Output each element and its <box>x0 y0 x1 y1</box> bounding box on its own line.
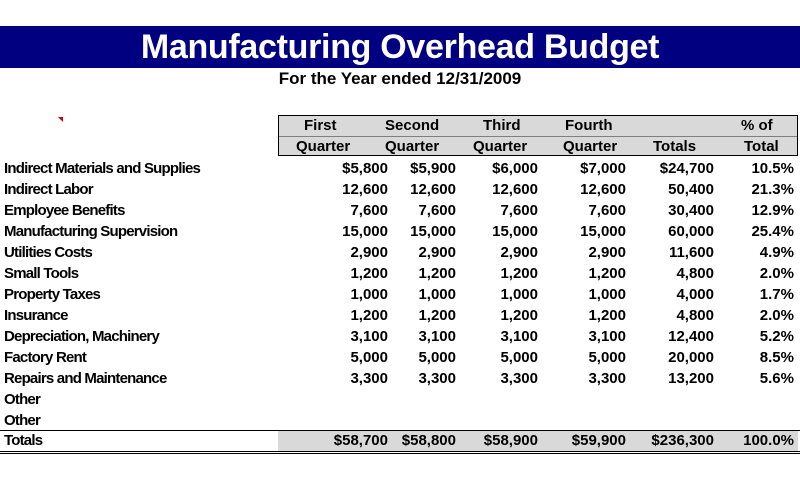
cell-q3: 5,000 <box>500 349 538 366</box>
table-row <box>0 200 800 221</box>
cell-q2: 1,200 <box>418 265 456 282</box>
row-label: Employee Benefits <box>4 202 125 219</box>
cell-q1: 1,200 <box>350 265 388 282</box>
col-header-q1-bottom: Quarter <box>296 138 351 155</box>
totals-bottom-border <box>0 451 800 452</box>
row-label: Manufacturing Supervision <box>4 223 178 240</box>
cell-q2: 15,000 <box>410 223 456 240</box>
cell-q4: 2,900 <box>588 244 626 261</box>
table-row <box>0 389 800 410</box>
cell-q3: 3,100 <box>500 328 538 345</box>
cell-pct: 8.5% <box>759 349 794 366</box>
cell-q1: 12,600 <box>342 181 388 198</box>
cell-q2: 1,000 <box>418 286 456 303</box>
row-label: Indirect Labor <box>4 181 93 198</box>
cell-q1: 15,000 <box>342 223 388 240</box>
page-title: Manufacturing Overhead Budget <box>0 26 800 68</box>
row-label: Other <box>4 412 41 429</box>
table-row <box>0 347 800 368</box>
cell-q4: 1,200 <box>588 307 626 324</box>
cell-q4: 1,200 <box>588 265 626 282</box>
cell-q2: 5,000 <box>418 349 456 366</box>
col-header-pct-bottom: Total <box>744 138 779 155</box>
cell-q2: 3,300 <box>418 370 456 387</box>
table-row <box>0 326 800 347</box>
cell-pct: 12.9% <box>751 202 794 219</box>
cell-total: 13,200 <box>668 370 714 387</box>
cell-q2: 12,600 <box>410 181 456 198</box>
cell-pct: 10.5% <box>751 160 794 177</box>
row-label: Repairs and Maintenance <box>4 370 167 387</box>
col-header-q3-top: Third <box>483 117 521 134</box>
row-label: Utilities Costs <box>4 244 93 261</box>
col-header-q4-top: Fourth <box>565 117 613 134</box>
table-row <box>0 179 800 200</box>
cell-q1: $5,800 <box>342 160 388 177</box>
cell-total: 60,000 <box>668 223 714 240</box>
row-label: Property Taxes <box>4 286 101 303</box>
cell-pct: 2.0% <box>759 307 794 324</box>
row-label: Factory Rent <box>4 349 87 366</box>
header-divider <box>279 136 797 137</box>
cell-q2: 7,600 <box>418 202 456 219</box>
cell-q4: 15,000 <box>580 223 626 240</box>
cell-q4: 1,000 <box>588 286 626 303</box>
cell-pct: 1.7% <box>759 286 794 303</box>
cell-q1: 3,100 <box>350 328 388 345</box>
totals-q4: $59,900 <box>571 432 626 449</box>
cell-q3: 3,300 <box>500 370 538 387</box>
col-header-q3-bottom: Quarter <box>473 138 528 155</box>
cell-q1: 7,600 <box>350 202 388 219</box>
totals-q2: $58,800 <box>401 432 456 449</box>
table-row <box>0 284 800 305</box>
cell-total: 4,800 <box>676 307 714 324</box>
totals-q1: $58,700 <box>333 432 388 449</box>
cell-q4: 3,100 <box>588 328 626 345</box>
row-label: Insurance <box>4 307 68 324</box>
column-header-band <box>278 115 798 156</box>
cell-q4: $7,000 <box>580 160 626 177</box>
totals-double-border <box>0 453 800 454</box>
row-label: Depreciation, Machinery <box>4 328 159 345</box>
cell-q1: 2,900 <box>350 244 388 261</box>
table-row <box>0 158 800 179</box>
cell-q3: 15,000 <box>492 223 538 240</box>
cell-q2: 3,100 <box>418 328 456 345</box>
row-label: Small Tools <box>4 265 79 282</box>
cell-q2: 2,900 <box>418 244 456 261</box>
cell-total: $24,700 <box>659 160 714 177</box>
totals-pct: 100.0% <box>743 432 794 449</box>
cell-q2: 1,200 <box>418 307 456 324</box>
cell-q4: 5,000 <box>588 349 626 366</box>
cell-q3: 2,900 <box>500 244 538 261</box>
totals-label: Totals <box>4 432 43 449</box>
col-header-q2-bottom: Quarter <box>385 138 440 155</box>
table-row <box>0 305 800 326</box>
cell-q3: 12,600 <box>492 181 538 198</box>
cell-q4: 7,600 <box>588 202 626 219</box>
cell-q1: 1,000 <box>350 286 388 303</box>
row-label: Indirect Materials and Supplies <box>4 160 201 177</box>
row-label: Other <box>4 391 41 408</box>
cell-q4: 12,600 <box>580 181 626 198</box>
cell-total: 12,400 <box>668 328 714 345</box>
cell-pct: 2.0% <box>759 265 794 282</box>
cell-total: 4,000 <box>676 286 714 303</box>
col-header-q4-bottom: Quarter <box>563 138 618 155</box>
cell-total: 20,000 <box>668 349 714 366</box>
table-row <box>0 368 800 389</box>
cell-pct: 25.4% <box>751 223 794 240</box>
cell-pct: 5.6% <box>759 370 794 387</box>
cell-q3: $6,000 <box>492 160 538 177</box>
col-header-q2-top: Second <box>385 117 440 134</box>
table-row <box>0 263 800 284</box>
table-row <box>0 221 800 242</box>
totals-total: $236,300 <box>651 432 714 449</box>
cell-q3: 1,200 <box>500 307 538 324</box>
cell-q1: 5,000 <box>350 349 388 366</box>
col-header-q1-top: First <box>304 117 337 134</box>
cell-total: 11,600 <box>668 244 714 261</box>
cell-q3: 1,000 <box>500 286 538 303</box>
page-subtitle: For the Year ended 12/31/2009 <box>278 69 522 88</box>
table-row <box>0 242 800 263</box>
cell-pct: 4.9% <box>759 244 794 261</box>
cell-q2: $5,900 <box>410 160 456 177</box>
col-header-totals-bottom: Totals <box>653 138 697 155</box>
cell-total: 50,400 <box>668 181 714 198</box>
cell-pct: 21.3% <box>751 181 794 198</box>
totals-q3: $58,900 <box>483 432 538 449</box>
cell-q3: 1,200 <box>500 265 538 282</box>
col-header-pct-top: % of <box>741 117 773 134</box>
cell-total: 4,800 <box>676 265 714 282</box>
cell-q4: 3,300 <box>588 370 626 387</box>
cell-pct: 5.2% <box>759 328 794 345</box>
table-row <box>0 410 800 431</box>
comment-indicator-icon[interactable] <box>58 117 63 122</box>
cell-q1: 1,200 <box>350 307 388 324</box>
cell-q1: 3,300 <box>350 370 388 387</box>
totals-row <box>0 430 800 451</box>
cell-total: 30,400 <box>668 202 714 219</box>
cell-q3: 7,600 <box>500 202 538 219</box>
